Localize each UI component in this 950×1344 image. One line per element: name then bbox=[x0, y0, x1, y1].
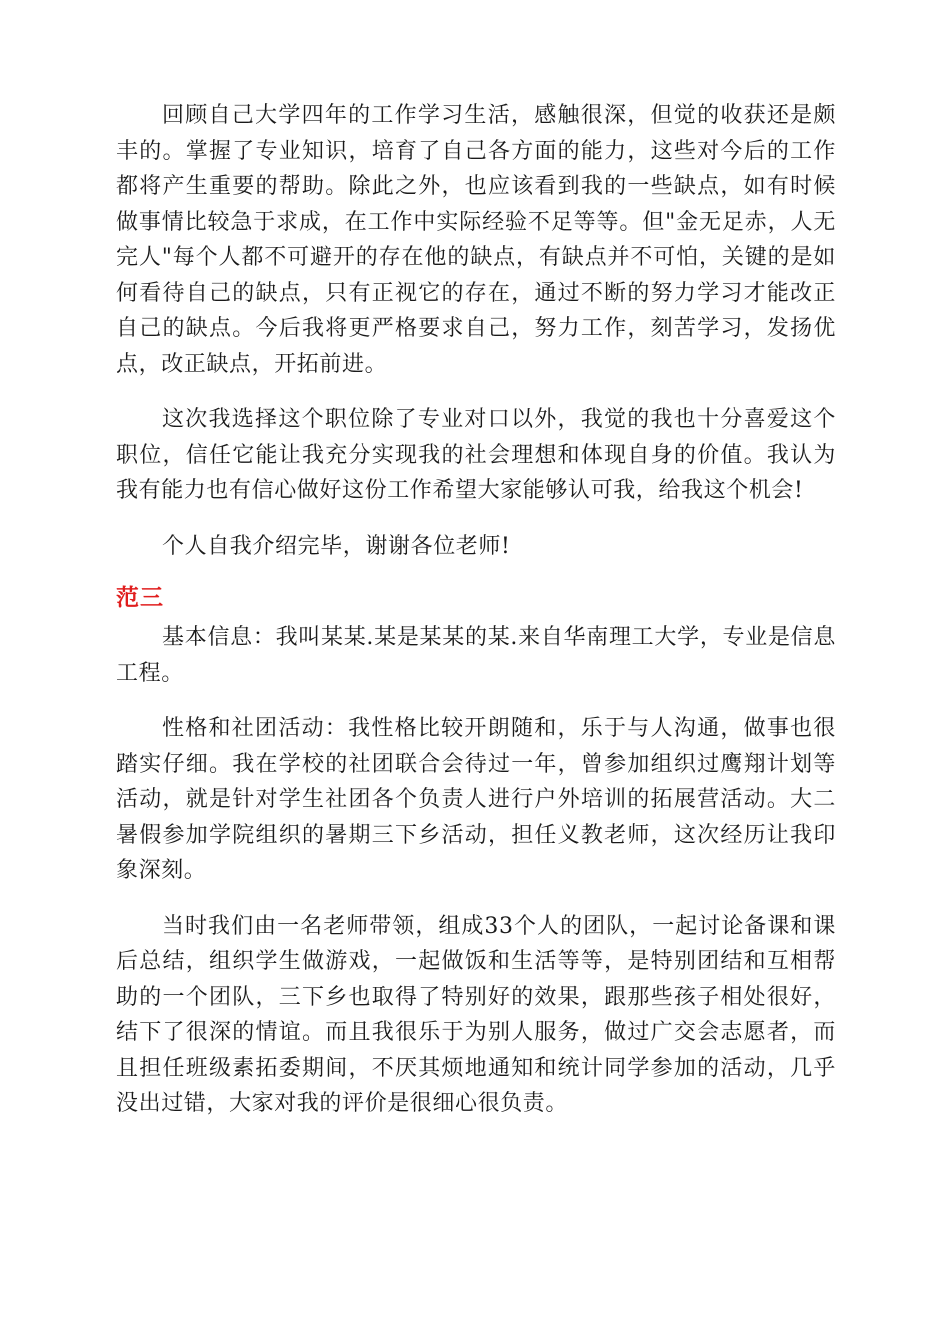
paragraph-basic-info: 基本信息：我叫某某.某是某某的某.来自华南理工大学，专业是信息工程。 bbox=[116, 625, 836, 686]
paragraph-closing: 个人自我介绍完毕，谢谢各位老师! bbox=[162, 533, 511, 559]
paragraph-job-choice: 这次我选择这个职位除了专业对口以外，我觉的我也十分喜爱这个职位，信任它能让我充分实现我的社会理想和体现自身的价值。我认为我有能力也有信心做好这份工作希望大家能够认可我，给我这个机会! bbox=[116, 407, 836, 503]
document-page bbox=[116, 98, 836, 1122]
paragraph-self-reflection: 回顾自己大学四年的工作学习生活，感触很深，但觉的收获还是颇丰的。掌握了专业知识，培育了自己各方面的能力，这些对今后的工作都将产生重要的帮助。除此之外，也应该看到我的一些缺点，如有时候做事情比较急于求成，在工作中实际经验不足等等。但"金无足赤，人无完人"每个人都不可避开的存在他的缺点，有缺点并不可怕，关键的是如何看待自己的缺点，只有正视它的存在，通过不断的努力学习才能改正自己的缺点。今后我将更严格要求自己，努力工作，刻苦学习，发扬优点，改正缺点，开拓前进。 bbox=[116, 103, 836, 377]
section-heading: 范三 bbox=[116, 585, 164, 611]
paragraph-personality: 性格和社团活动：我性格比较开朗随和，乐于与人沟通，做事也很踏实仔细。我在学校的社团联合会待过一年，曾参加组织过鹰翔计划等活动，就是针对学生社团各个负责人进行户外培训的拓展营活动。大二暑假参加学院组织的暑期三下乡活动，担任义教老师，这次经历让我印象深刻。 bbox=[116, 716, 836, 883]
paragraph-team-experience: 当时我们由一名老师带领，组成33个人的团队，一起讨论备课和课后总结，组织学生做游戏，一起做饭和生活等等，是特别团结和互相帮助的一个团队，三下乡也取得了特别好的效果，跟那些孩子相处很好，结下了很深的情谊。而且我很乐于为别人服务，做过广交会志愿者，而且担任班级素拓委期间，不厌其烦地通知和统计同学参加的活动，几乎没出过错，大家对我的评价是很细心很负责。 bbox=[116, 913, 836, 1116]
